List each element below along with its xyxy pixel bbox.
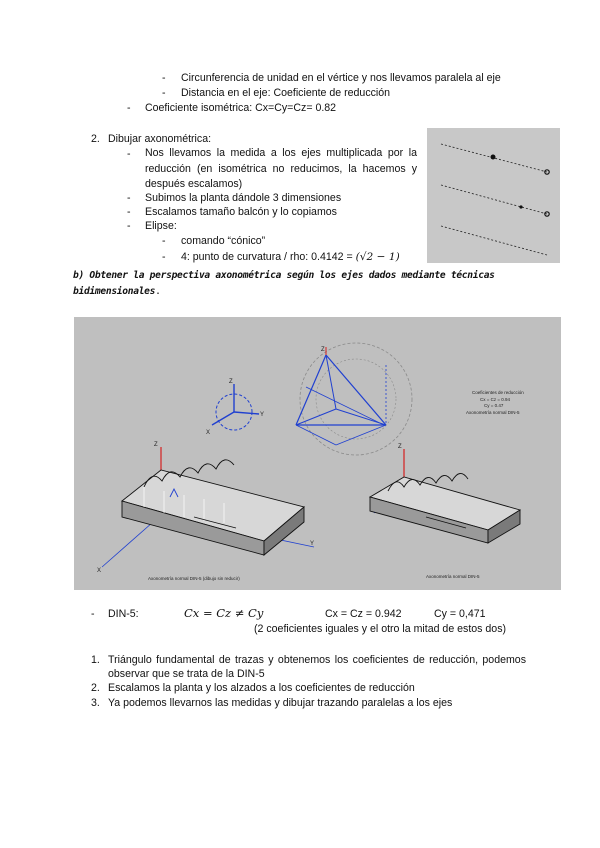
note-line: Cy = 0.47 <box>484 403 504 408</box>
final-item-medidas: Ya podemos llevarnos las medidas y dibujar trazando paralelas a los ejes <box>108 697 453 709</box>
figure-axonometric-din5 <box>74 317 561 590</box>
rho-formula: (√2 − 1) <box>355 251 400 263</box>
axis-label-x-small: X <box>206 430 211 436</box>
axonometric-drawing <box>74 317 561 590</box>
caption-left: Axonometría normal DIN-5 (dibujo sin reducir) <box>148 576 240 581</box>
caption-right: Axonometría normal DIN-5 <box>426 574 480 579</box>
axis-label-z-triangle: Z <box>321 347 325 353</box>
figure-ellipse-construction <box>427 128 560 263</box>
right-building-drawing <box>370 444 520 543</box>
left-building-drawing <box>97 442 314 574</box>
bullet-dash: - <box>162 87 166 99</box>
axis-label-y-left: Y <box>310 541 315 547</box>
heading-b <box>73 268 523 300</box>
list-number: 3. <box>91 697 100 709</box>
bullet-dash: - <box>127 206 131 218</box>
coefficient-notes <box>466 390 524 415</box>
axis-label-z-left: Z <box>154 442 158 448</box>
bullet-dash: - <box>162 72 166 84</box>
note-line: Cx = Cz = 0.94 <box>480 397 511 402</box>
list-number: 2. <box>91 133 100 145</box>
din5-values-cy: Cy = 0,471 <box>434 608 486 620</box>
item-coeficiente-isometrica: Coeficiente isométrica: Cx=Cy=Cz= 0.82 <box>145 102 337 114</box>
bullet-dash: - <box>127 148 131 160</box>
sub-item-circunferencia: Circunferencia de unidad en el vértice y nos llevamos paralela al eje <box>181 72 501 84</box>
bullet-dash: - <box>162 235 166 247</box>
bullet-balcon: Escalamos tamaño balcón y lo copiamos <box>145 206 337 218</box>
section-title-dibujar: Dibujar axonométrica: <box>108 133 212 145</box>
final-item-triangulo: Triángulo fundamental de trazas y obtenemos los coeficientes de reducción, podemos observar que se trata de la DIN-5 <box>108 654 526 680</box>
trace-triangle-diagram <box>296 343 412 455</box>
sub-item-conico: comando “cónico” <box>181 235 266 247</box>
din5-formula: Cx = Cz ≠ Cy <box>184 606 264 620</box>
din5-values-cx-cz: Cx = Cz = 0.942 <box>325 608 402 620</box>
bullet-elipse: Elipse: <box>145 220 177 232</box>
ellipse-construction-drawing <box>427 128 560 263</box>
list-number: 1. <box>91 654 100 666</box>
bullet-dash: - <box>127 192 131 204</box>
din5-note: (2 coeficientes iguales y el otro la mitad de estos dos) <box>254 623 507 635</box>
sub-item-rho <box>181 251 400 264</box>
rho-text: 4: punto de curvatura / rho: 0.4142 = <box>181 251 353 263</box>
heading-b-text: b) Obtener la perspectiva axonométrica según los ejes dados mediante técnicas bidimensionales <box>73 270 495 297</box>
note-line: Axonometría normal DIN-5 <box>466 410 520 415</box>
axes-circle-diagram <box>206 379 264 436</box>
note-line: Coeficientes de reducción <box>472 390 524 395</box>
bullet-planta: Subimos la planta dándole 3 dimensiones <box>145 192 342 204</box>
bullet-dash: - <box>162 251 166 263</box>
axis-label-x-left: X <box>97 568 102 574</box>
axis-label-z-small: Z <box>229 379 233 385</box>
bullet-dash: - <box>91 608 95 620</box>
heading-b-period: . <box>155 286 161 297</box>
axis-label-y-small: Y <box>260 412 265 418</box>
din5-label: DIN-5: <box>108 608 139 620</box>
axis-label-z-right: Z <box>398 444 402 450</box>
final-item-escalamos: Escalamos la planta y los alzados a los coeficientes de reducción <box>108 682 415 694</box>
sub-item-distancia: Distancia en el eje: Coeficiente de reducción <box>181 87 391 99</box>
bullet-dash: - <box>127 220 131 232</box>
list-number: 2. <box>91 682 100 694</box>
bullet-dash: - <box>127 102 131 114</box>
bullet-medida: Nos llevamos la medida a los ejes multiplicada por la reducción (en isométrica no reducimos, la hacemos y después escalamos) <box>145 147 417 190</box>
